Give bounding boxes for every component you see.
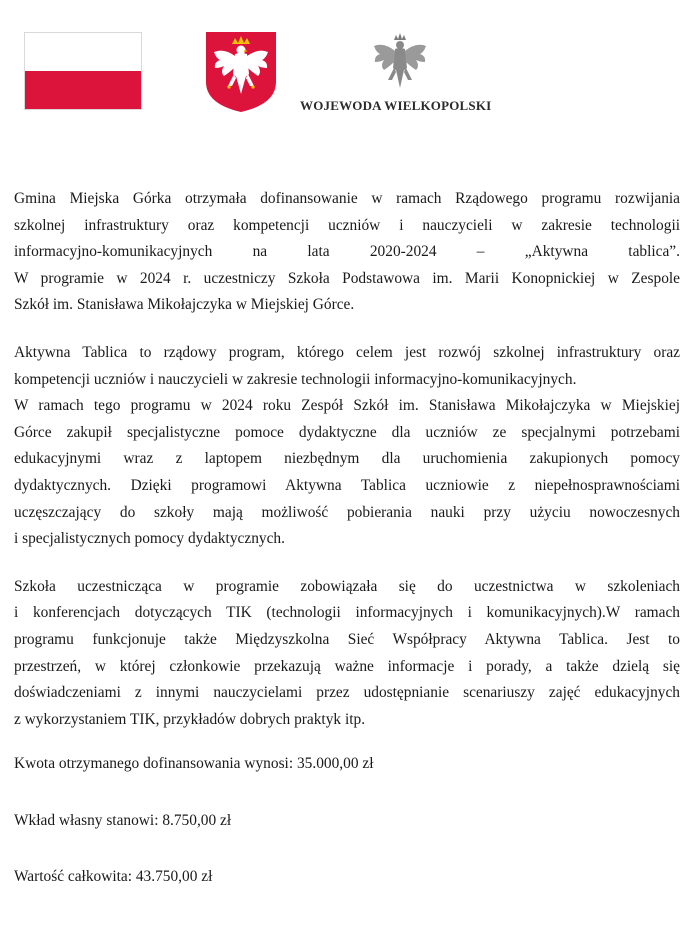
paragraph-funding-intro	[14, 186, 680, 319]
text-line: Szkół im. Stanisława Mikołajczyka w Miejskiej Górce.	[14, 296, 355, 314]
text-line: Gmina Miejska Górka otrzymała dofinansowanie w ramach Rządowego programu rozwijania	[14, 190, 680, 207]
header-logos	[0, 0, 696, 130]
text-line: przestrzeń, w której członkowie przekazują ważne informacje i porady, a także dzielą się	[14, 657, 680, 675]
text-line: dydaktycznych. Dzięki programowi Aktywna Tablica uczniowie z niepełnosprawnościami	[14, 476, 680, 494]
text-line: uczęszczający do szkoły mają możliwość pobierania nauki przy użyciu nowoczesnych	[14, 503, 680, 521]
voivode-logo-text: WOJEWODA WIELKOPOLSKI	[300, 98, 492, 113]
paragraph-program-description	[14, 340, 680, 553]
polish-flag-icon	[24, 32, 142, 110]
text-line: z wykorzystaniem TIK, przykładów dobrych praktyk itp.	[14, 710, 366, 728]
text-line: i konferencjach dotyczących TIK (technologii informacyjnych i komunikacyjnych).W ramach	[14, 604, 680, 622]
text-line: Górce zakupił specjalistyczne pomoce dydaktyczne dla uczniów ze specjalnymi potrzebami	[14, 423, 680, 441]
text-line: i specjalistycznych pomocy dydaktycznych.	[14, 530, 285, 548]
text-line: edukacyjnymi wraz z laptopem niezbędnym dla uruchomienia zakupionych pomocy	[14, 450, 680, 468]
voivode-logo	[300, 30, 500, 118]
paragraph-network	[14, 574, 680, 734]
text-line: Aktywna Tablica to rządowy program, którego celem jest rozwój szkolnej infrastruktury oraz	[14, 343, 680, 361]
polish-coat-of-arms-icon	[204, 30, 278, 114]
text-line: szkolnej infrastruktury oraz kompetencji uczniów i nauczycieli w zakresie technologii	[14, 216, 680, 234]
text-line: programu funkcjonuje także Międzyszkolna Sieć Współpracy Aktywna Tablica. Jest to	[14, 630, 680, 648]
text-line: kompetencji uczniów i nauczycieli w zakresie technologii informacyjno-komunikacyjnych.	[14, 370, 577, 388]
funding-amount: Kwota otrzymanego dofinansowania wynosi: 35.000,00 zł	[14, 755, 374, 773]
own-contribution: Wkład własny stanowi: 8.750,00 zł	[14, 811, 232, 829]
document-body	[14, 186, 680, 891]
voivode-eagle-icon	[370, 30, 430, 92]
total-value: Wartość całkowita: 43.750,00 zł	[14, 868, 213, 886]
text-line: W programie w 2024 r. uczestniczy Szkoła Podstawowa im. Marii Konopnickiej w Zespole	[14, 269, 680, 287]
text-line: Szkoła uczestnicząca w programie zobowiązała się do uczestnictwa w szkoleniach	[14, 577, 680, 595]
text-line: informacyjno-komunikacyjnych na lata 2020-2024 – „Aktywna tablica”.	[14, 243, 680, 261]
text-line: W ramach tego programu w 2024 roku Zespół Szkół im. Stanisława Mikołajczyka w Miejskiej	[14, 397, 680, 415]
text-line: doświadczeniami z innymi nauczycielami przez udostępnianie scenariuszy zajęć edukacyjnych	[14, 684, 680, 702]
